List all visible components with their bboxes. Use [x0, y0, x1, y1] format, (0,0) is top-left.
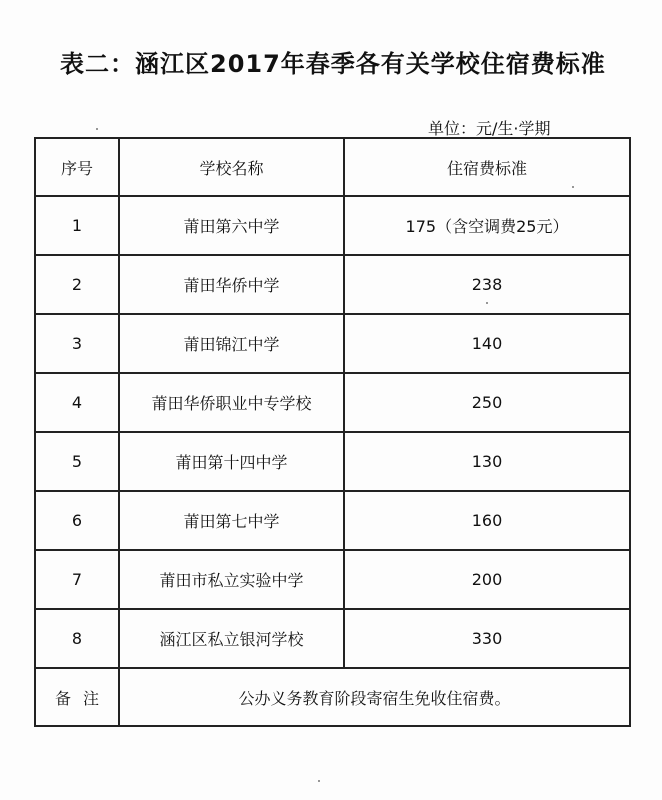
row-school: 涵江区私立银河学校: [119, 609, 344, 668]
row-fee: 130: [344, 432, 630, 491]
header-no: 序号: [35, 138, 119, 196]
table-row: [35, 609, 630, 668]
table-row: [35, 550, 630, 609]
row-no: 4: [35, 373, 119, 432]
row-no: 7: [35, 550, 119, 609]
row-school: 莆田华侨中学: [119, 255, 344, 314]
table-row: [35, 432, 630, 491]
row-school: 莆田第十四中学: [119, 432, 344, 491]
table-row: [35, 314, 630, 373]
scan-speck: [318, 780, 320, 782]
scan-speck: [96, 128, 98, 130]
page-title: 表二：涵江区2017年春季各有关学校住宿费标准: [60, 50, 606, 78]
scan-speck: [486, 302, 488, 304]
row-fee: 140: [344, 314, 630, 373]
header-fee: 住宿费标准: [344, 138, 630, 196]
row-no: 3: [35, 314, 119, 373]
table-row: [35, 373, 630, 432]
boarding-fee-table: [34, 137, 631, 727]
table-row: [35, 196, 630, 255]
table-header-row: [35, 138, 630, 196]
table-row: [35, 255, 630, 314]
row-school: 莆田锦江中学: [119, 314, 344, 373]
remark-text: 公办义务教育阶段寄宿生免收住宿费。: [119, 668, 630, 726]
row-no: 6: [35, 491, 119, 550]
row-school: 莆田市私立实验中学: [119, 550, 344, 609]
row-no: 1: [35, 196, 119, 255]
row-no: 2: [35, 255, 119, 314]
row-fee: 330: [344, 609, 630, 668]
row-school: 莆田华侨职业中专学校: [119, 373, 344, 432]
remark-row: [35, 668, 630, 726]
unit-note: 单位：元/生·学期: [428, 119, 551, 138]
table-row: [35, 491, 630, 550]
row-fee: 175（含空调费25元）: [344, 196, 630, 255]
row-fee: 160: [344, 491, 630, 550]
header-school: 学校名称: [119, 138, 344, 196]
row-school: 莆田第七中学: [119, 491, 344, 550]
remark-label: 备注: [35, 668, 119, 726]
row-no: 5: [35, 432, 119, 491]
scan-speck: [572, 186, 574, 188]
row-fee: 250: [344, 373, 630, 432]
row-no: 8: [35, 609, 119, 668]
row-fee: 238: [344, 255, 630, 314]
row-school: 莆田第六中学: [119, 196, 344, 255]
row-fee: 200: [344, 550, 630, 609]
